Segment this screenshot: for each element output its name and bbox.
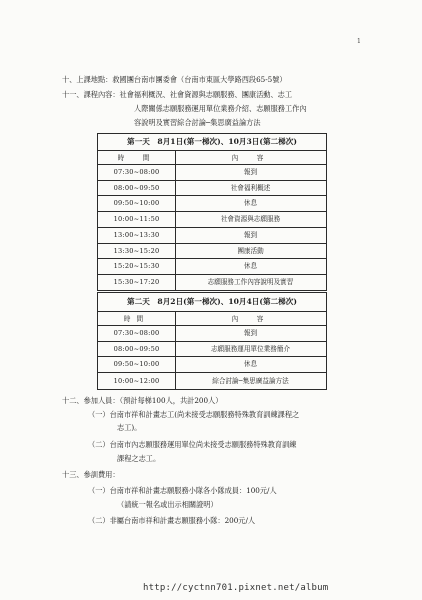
participants-label: 十二、參加人員： [62, 396, 120, 405]
location-item [62, 75, 287, 84]
course-content-item [62, 90, 292, 99]
row-content: 報到 [243, 168, 258, 176]
row-content: 綜合討論─集思廣益論方法 [212, 376, 289, 385]
row-content: 社會福利概述 [230, 183, 271, 192]
row-time: 08:00~09:50 [98, 181, 176, 197]
table-row [98, 356, 326, 373]
fee-sub1-line2: （請統一報名或出示相關證明） [117, 500, 218, 509]
row-content: 休息 [243, 199, 258, 208]
row-time: 07:30~08:00 [98, 326, 176, 342]
row-content: 團康活動 [237, 246, 264, 255]
day1-col-time: 時 間 [98, 151, 176, 165]
fee-sub2-line1: （二）非屬台南市祥和計畫志願服務小隊：200元/人 [88, 516, 256, 525]
table-row [98, 274, 326, 291]
row-content: 休息 [243, 262, 258, 271]
day2-col-content: 內 容 [231, 315, 270, 323]
row-time: 10:00~12:00 [98, 373, 176, 389]
day2-column-header [98, 311, 326, 326]
table-row [98, 211, 326, 228]
row-time: 09:50~10:00 [98, 357, 176, 373]
participants-text: （預計每梯100人，共計200人） [119, 396, 223, 405]
day2-title: 第二天 8月2日(第一梯次)、10月4日(第二梯次) [127, 297, 297, 306]
row-time: 09:50~10:00 [98, 196, 176, 212]
fee-sub1-line1: （一）台南市祥和計畫志願服務小隊各小隊成員：100元/人 [88, 486, 277, 495]
row-time: 13:30~15:20 [98, 244, 176, 260]
day1-schedule-table [97, 133, 327, 291]
table-row [98, 195, 326, 212]
table-row [98, 180, 326, 197]
table-row [98, 372, 326, 389]
course-content-label: 十一、課程內容： [62, 90, 120, 99]
course-content-line-2: 人際關係志願服務運用單位業務介紹、志願服務工作內 [134, 104, 307, 113]
participants-sub2-line1: （二）台南市內志願服務運用單位尚未接受志願服務特殊教育訓練 [88, 440, 297, 449]
day1-col-content: 內 容 [231, 154, 270, 162]
location-label: 十、上課地點： [62, 75, 113, 84]
participants-item [62, 396, 222, 405]
row-time: 10:00~11:50 [98, 212, 176, 228]
day1-title: 第一天 8月1日(第一梯次)、10月3日(第二梯次) [127, 137, 297, 146]
participants-sub1-line1: （一）台南市祥和計畫志工(尚未接受志願服務特殊教育訓練課程之 [88, 410, 300, 419]
course-content-line-3: 容說明及實習綜合討論─集思廣益論方法 [134, 118, 261, 127]
participants-sub1-line2: 志工)。 [117, 423, 142, 432]
table-row [98, 341, 326, 358]
table-row [98, 227, 326, 244]
day2-col-time: 時間 [98, 312, 176, 326]
row-time: 13:00~13:30 [98, 228, 176, 244]
table-row [98, 164, 326, 181]
table-row [98, 243, 326, 260]
page-number: 1 [357, 38, 361, 45]
row-content: 志願服務工作內容說明及實習 [207, 277, 294, 286]
row-content: 休息 [243, 360, 258, 368]
table-row [98, 325, 326, 342]
album-url-watermark: http://cyctnn701.pixnet.net/album [143, 583, 329, 593]
day1-column-header [98, 150, 326, 165]
day2-schedule-table [97, 292, 327, 390]
course-content-line-1: 社會福利概況、社會資源與志願服務、團康活動、志工 [119, 90, 293, 99]
fee-item-label: 十三、參訓費用： [62, 470, 120, 479]
row-content: 社會資源與志願服務 [220, 215, 281, 224]
row-content: 報到 [243, 230, 258, 239]
row-time: 15:30~17:20 [98, 275, 176, 291]
table-row [98, 258, 326, 275]
location-text: 救國團台南市團委會（台南市東區大學路西段65-5號） [112, 75, 287, 84]
row-time: 08:00~09:50 [98, 342, 176, 358]
row-content: 報到 [243, 329, 258, 337]
row-time: 15:20~15:30 [98, 259, 176, 275]
row-time: 07:30~08:00 [98, 165, 176, 181]
row-content: 志願服務運用單位業務簡介 [210, 344, 291, 353]
participants-sub2-line2: 課程之志工。 [117, 454, 161, 463]
